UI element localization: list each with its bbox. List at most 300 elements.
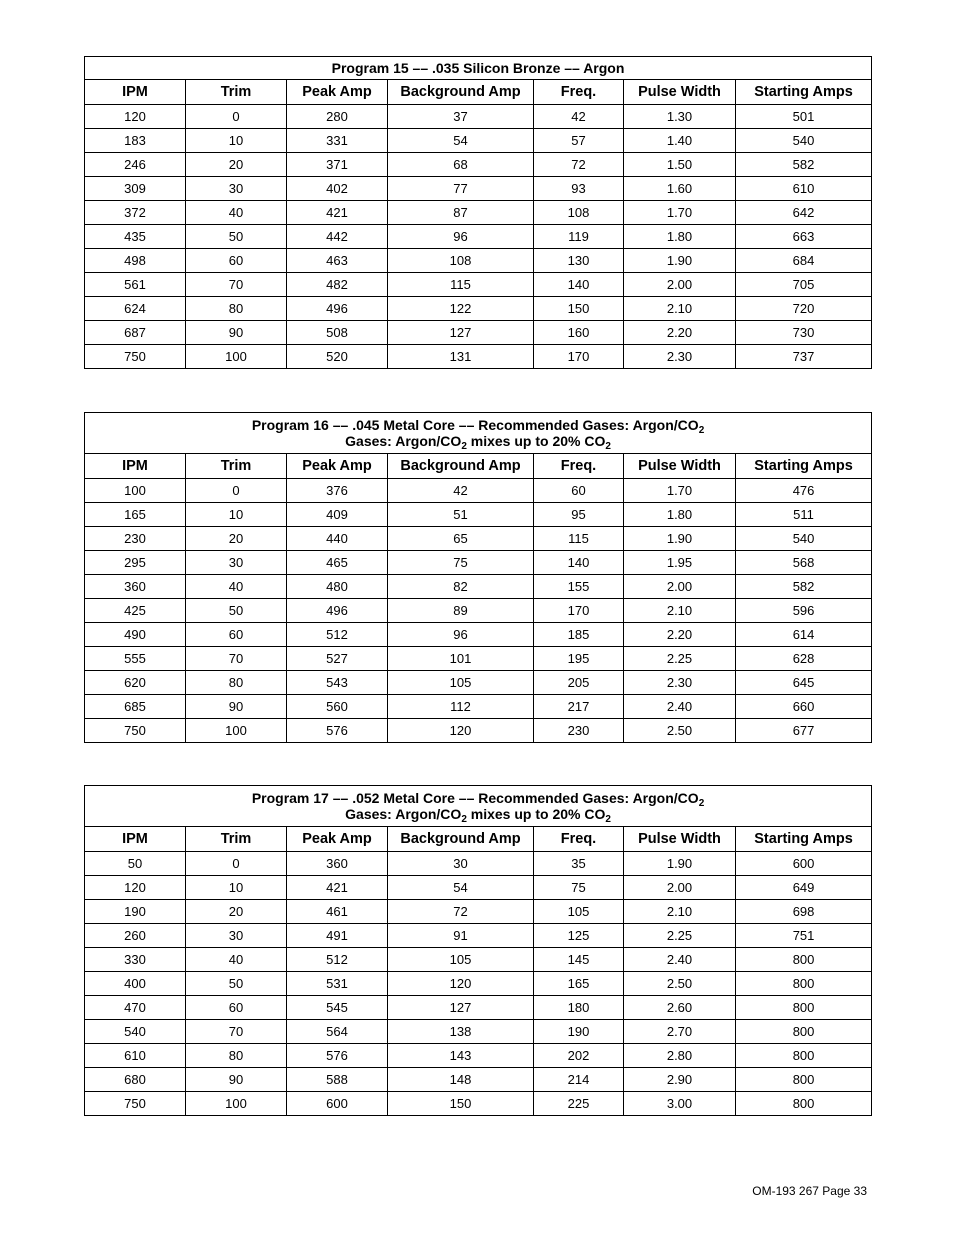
title-line-1: Program 15 –– .035 Silicon Bronze –– Argon [331,60,625,76]
table-row [85,996,872,1020]
cell-background-amp: 30 [388,852,534,876]
cell-starting-amps: 645 [736,671,872,695]
table-row [85,321,872,345]
cell-starting-amps: 614 [736,623,872,647]
cell-pulse-width: 2.10 [624,297,736,321]
cell-background-amp: 82 [388,575,534,599]
cell-peak-amp: 480 [287,575,388,599]
title-text: mixes up to 20% CO [466,433,606,449]
table-title [85,786,872,827]
cell-trim: 70 [186,647,287,671]
column-header-freq: Freq. [534,454,624,479]
table-row [85,225,872,249]
cell-freq: 214 [534,1068,624,1092]
column-header-row [85,80,872,105]
cell-starting-amps: 800 [736,972,872,996]
cell-ipm: 555 [85,647,186,671]
cell-trim: 90 [186,1068,287,1092]
cell-peak-amp: 520 [287,345,388,369]
cell-ipm: 190 [85,900,186,924]
cell-pulse-width: 3.00 [624,1092,736,1116]
cell-freq: 195 [534,647,624,671]
cell-peak-amp: 576 [287,1044,388,1068]
table-row [85,948,872,972]
subscript: 2 [698,425,705,436]
cell-ipm: 610 [85,1044,186,1068]
cell-freq: 108 [534,201,624,225]
column-header-peak-amp: Peak Amp [287,80,388,105]
cell-freq: 60 [534,479,624,503]
table-row [85,900,872,924]
cell-freq: 165 [534,972,624,996]
table-row [85,479,872,503]
cell-background-amp: 68 [388,153,534,177]
cell-peak-amp: 421 [287,876,388,900]
cell-starting-amps: 698 [736,900,872,924]
cell-peak-amp: 496 [287,599,388,623]
cell-ipm: 230 [85,527,186,551]
cell-trim: 20 [186,900,287,924]
table-row [85,852,872,876]
cell-trim: 90 [186,321,287,345]
column-header-peak-amp: Peak Amp [287,827,388,852]
cell-peak-amp: 440 [287,527,388,551]
cell-ipm: 309 [85,177,186,201]
cell-peak-amp: 491 [287,924,388,948]
cell-freq: 185 [534,623,624,647]
cell-trim: 100 [186,345,287,369]
cell-trim: 0 [186,105,287,129]
cell-trim: 10 [186,129,287,153]
cell-pulse-width: 1.90 [624,249,736,273]
cell-starting-amps: 800 [736,1020,872,1044]
cell-peak-amp: 461 [287,900,388,924]
table-row [85,345,872,369]
cell-starting-amps: 649 [736,876,872,900]
cell-starting-amps: 751 [736,924,872,948]
cell-background-amp: 96 [388,225,534,249]
cell-freq: 230 [534,719,624,743]
table-title [85,413,872,454]
title-line-1 [85,417,871,436]
column-header-freq: Freq. [534,80,624,105]
cell-background-amp: 112 [388,695,534,719]
cell-pulse-width: 2.40 [624,695,736,719]
cell-starting-amps: 600 [736,852,872,876]
cell-freq: 145 [534,948,624,972]
cell-peak-amp: 360 [287,852,388,876]
cell-pulse-width: 2.10 [624,599,736,623]
cell-peak-amp: 482 [287,273,388,297]
cell-ipm: 685 [85,695,186,719]
title-line-2 [85,806,871,825]
cell-pulse-width: 1.80 [624,503,736,527]
cell-ipm: 246 [85,153,186,177]
table-title [85,57,872,80]
cell-starting-amps: 628 [736,647,872,671]
table-row [85,876,872,900]
cell-starting-amps: 800 [736,996,872,1020]
cell-pulse-width: 2.20 [624,321,736,345]
cell-starting-amps: 540 [736,129,872,153]
cell-ipm: 498 [85,249,186,273]
cell-background-amp: 127 [388,996,534,1020]
cell-ipm: 620 [85,671,186,695]
cell-background-amp: 108 [388,249,534,273]
column-header-ipm: IPM [85,827,186,852]
cell-background-amp: 138 [388,1020,534,1044]
cell-peak-amp: 508 [287,321,388,345]
table-row [85,599,872,623]
cell-peak-amp: 560 [287,695,388,719]
cell-freq: 155 [534,575,624,599]
cell-pulse-width: 2.30 [624,345,736,369]
column-header-pulse-width: Pulse Width [624,80,736,105]
table-row [85,153,872,177]
table-body [85,479,872,743]
cell-freq: 170 [534,345,624,369]
cell-freq: 93 [534,177,624,201]
cell-freq: 140 [534,551,624,575]
program-17-table [84,785,872,1116]
cell-ipm: 540 [85,1020,186,1044]
column-header-peak-amp: Peak Amp [287,454,388,479]
cell-background-amp: 105 [388,671,534,695]
cell-freq: 105 [534,900,624,924]
cell-peak-amp: 527 [287,647,388,671]
cell-ipm: 750 [85,1092,186,1116]
cell-freq: 170 [534,599,624,623]
cell-background-amp: 96 [388,623,534,647]
cell-background-amp: 89 [388,599,534,623]
cell-background-amp: 65 [388,527,534,551]
table-row [85,551,872,575]
cell-ipm: 435 [85,225,186,249]
subscript: 2 [605,441,611,452]
cell-peak-amp: 331 [287,129,388,153]
cell-peak-amp: 600 [287,1092,388,1116]
subscript: 2 [461,814,467,825]
cell-freq: 130 [534,249,624,273]
cell-freq: 202 [534,1044,624,1068]
column-header-trim: Trim [186,80,287,105]
cell-peak-amp: 280 [287,105,388,129]
cell-peak-amp: 402 [287,177,388,201]
cell-starting-amps: 663 [736,225,872,249]
cell-trim: 50 [186,599,287,623]
cell-freq: 119 [534,225,624,249]
page-footer: OM-193 267 Page 33 [752,1184,867,1198]
cell-freq: 72 [534,153,624,177]
column-header-background-amp: Background Amp [388,80,534,105]
cell-peak-amp: 421 [287,201,388,225]
cell-pulse-width: 2.10 [624,900,736,924]
cell-trim: 80 [186,1044,287,1068]
cell-pulse-width: 2.30 [624,671,736,695]
table-row [85,623,872,647]
cell-starting-amps: 582 [736,575,872,599]
cell-freq: 217 [534,695,624,719]
cell-starting-amps: 642 [736,201,872,225]
cell-starting-amps: 730 [736,321,872,345]
table-row [85,1068,872,1092]
cell-ipm: 624 [85,297,186,321]
cell-starting-amps: 511 [736,503,872,527]
column-header-ipm: IPM [85,80,186,105]
cell-background-amp: 131 [388,345,534,369]
table-row [85,105,872,129]
table-row [85,972,872,996]
column-header-background-amp: Background Amp [388,454,534,479]
cell-starting-amps: 660 [736,695,872,719]
subscript: 2 [605,814,611,825]
program-15-table [84,56,872,369]
table-row [85,297,872,321]
cell-starting-amps: 476 [736,479,872,503]
cell-starting-amps: 610 [736,177,872,201]
cell-peak-amp: 512 [287,948,388,972]
cell-peak-amp: 512 [287,623,388,647]
title-text: mixes up to 20% CO [466,806,606,822]
cell-background-amp: 37 [388,105,534,129]
cell-trim: 10 [186,503,287,527]
cell-freq: 205 [534,671,624,695]
cell-freq: 95 [534,503,624,527]
cell-peak-amp: 409 [287,503,388,527]
cell-pulse-width: 2.20 [624,623,736,647]
title-text: Program 17 –– .052 Metal Core –– Recommended Gases: Argon/CO [251,790,699,806]
cell-pulse-width: 2.70 [624,1020,736,1044]
cell-freq: 42 [534,105,624,129]
cell-starting-amps: 737 [736,345,872,369]
cell-trim: 20 [186,153,287,177]
cell-trim: 80 [186,297,287,321]
cell-pulse-width: 1.70 [624,479,736,503]
cell-trim: 40 [186,948,287,972]
cell-trim: 70 [186,1020,287,1044]
cell-background-amp: 72 [388,900,534,924]
cell-ipm: 561 [85,273,186,297]
cell-freq: 57 [534,129,624,153]
cell-peak-amp: 588 [287,1068,388,1092]
cell-freq: 225 [534,1092,624,1116]
cell-pulse-width: 2.00 [624,575,736,599]
cell-trim: 60 [186,249,287,273]
table-row [85,273,872,297]
cell-ipm: 750 [85,719,186,743]
cell-trim: 60 [186,623,287,647]
cell-trim: 0 [186,479,287,503]
cell-starting-amps: 800 [736,1092,872,1116]
cell-background-amp: 42 [388,479,534,503]
cell-ipm: 750 [85,345,186,369]
cell-freq: 160 [534,321,624,345]
table-row [85,249,872,273]
column-header-freq: Freq. [534,827,624,852]
cell-freq: 75 [534,876,624,900]
cell-ipm: 687 [85,321,186,345]
cell-freq: 150 [534,297,624,321]
cell-ipm: 400 [85,972,186,996]
cell-trim: 30 [186,177,287,201]
column-header-pulse-width: Pulse Width [624,454,736,479]
cell-pulse-width: 2.25 [624,647,736,671]
table-row [85,695,872,719]
cell-ipm: 490 [85,623,186,647]
program-16-table [84,412,872,743]
cell-ipm: 470 [85,996,186,1020]
title-text: Program 16 –– .045 Metal Core –– Recommended Gases: Argon/CO [251,417,699,433]
cell-trim: 40 [186,201,287,225]
table-row [85,1044,872,1068]
column-header-starting-amps: Starting Amps [736,80,872,105]
cell-freq: 125 [534,924,624,948]
cell-pulse-width: 2.40 [624,948,736,972]
table-row [85,527,872,551]
cell-background-amp: 143 [388,1044,534,1068]
cell-pulse-width: 2.50 [624,972,736,996]
cell-pulse-width: 2.00 [624,876,736,900]
cell-background-amp: 54 [388,876,534,900]
cell-ipm: 680 [85,1068,186,1092]
cell-peak-amp: 376 [287,479,388,503]
title-line-1 [85,790,871,809]
cell-trim: 70 [186,273,287,297]
cell-pulse-width: 1.50 [624,153,736,177]
column-header-background-amp: Background Amp [388,827,534,852]
cell-background-amp: 115 [388,273,534,297]
cell-ipm: 330 [85,948,186,972]
cell-peak-amp: 576 [287,719,388,743]
cell-peak-amp: 442 [287,225,388,249]
title-text: Gases: Argon/CO [345,433,462,449]
cell-pulse-width: 1.90 [624,527,736,551]
cell-ipm: 120 [85,105,186,129]
cell-pulse-width: 1.40 [624,129,736,153]
cell-ipm: 425 [85,599,186,623]
cell-starting-amps: 800 [736,948,872,972]
cell-trim: 90 [186,695,287,719]
column-header-ipm: IPM [85,454,186,479]
cell-peak-amp: 496 [287,297,388,321]
cell-pulse-width: 1.95 [624,551,736,575]
cell-pulse-width: 1.90 [624,852,736,876]
cell-trim: 20 [186,527,287,551]
cell-background-amp: 101 [388,647,534,671]
cell-starting-amps: 540 [736,527,872,551]
table-row [85,719,872,743]
cell-background-amp: 120 [388,719,534,743]
cell-peak-amp: 371 [287,153,388,177]
cell-pulse-width: 1.60 [624,177,736,201]
column-header-row [85,827,872,852]
cell-freq: 180 [534,996,624,1020]
column-header-starting-amps: Starting Amps [736,454,872,479]
cell-ipm: 50 [85,852,186,876]
table-row [85,503,872,527]
cell-trim: 30 [186,551,287,575]
cell-pulse-width: 2.00 [624,273,736,297]
cell-starting-amps: 677 [736,719,872,743]
subscript: 2 [461,441,467,452]
cell-pulse-width: 1.70 [624,201,736,225]
cell-freq: 35 [534,852,624,876]
cell-background-amp: 120 [388,972,534,996]
column-header-row [85,454,872,479]
cell-peak-amp: 543 [287,671,388,695]
cell-ipm: 183 [85,129,186,153]
cell-starting-amps: 800 [736,1044,872,1068]
cell-ipm: 295 [85,551,186,575]
cell-starting-amps: 705 [736,273,872,297]
cell-freq: 115 [534,527,624,551]
cell-peak-amp: 531 [287,972,388,996]
cell-trim: 80 [186,671,287,695]
cell-pulse-width: 2.60 [624,996,736,1020]
cell-ipm: 372 [85,201,186,225]
title-line-2 [85,433,871,452]
cell-peak-amp: 465 [287,551,388,575]
cell-pulse-width: 2.80 [624,1044,736,1068]
cell-background-amp: 75 [388,551,534,575]
table-row [85,924,872,948]
table-row [85,1092,872,1116]
table-row [85,671,872,695]
column-header-starting-amps: Starting Amps [736,827,872,852]
cell-pulse-width: 1.80 [624,225,736,249]
cell-ipm: 260 [85,924,186,948]
cell-trim: 50 [186,972,287,996]
cell-peak-amp: 545 [287,996,388,1020]
cell-starting-amps: 684 [736,249,872,273]
cell-background-amp: 91 [388,924,534,948]
cell-starting-amps: 501 [736,105,872,129]
column-header-pulse-width: Pulse Width [624,827,736,852]
cell-starting-amps: 800 [736,1068,872,1092]
cell-starting-amps: 582 [736,153,872,177]
cell-pulse-width: 2.90 [624,1068,736,1092]
cell-background-amp: 127 [388,321,534,345]
cell-trim: 100 [186,719,287,743]
cell-ipm: 120 [85,876,186,900]
cell-ipm: 100 [85,479,186,503]
column-header-trim: Trim [186,827,287,852]
column-header-trim: Trim [186,454,287,479]
subscript: 2 [698,798,705,809]
table-body [85,105,872,369]
cell-starting-amps: 720 [736,297,872,321]
cell-freq: 190 [534,1020,624,1044]
table-body [85,852,872,1116]
cell-trim: 100 [186,1092,287,1116]
cell-pulse-width: 2.25 [624,924,736,948]
cell-background-amp: 54 [388,129,534,153]
cell-trim: 50 [186,225,287,249]
table-row [85,201,872,225]
cell-background-amp: 150 [388,1092,534,1116]
cell-trim: 10 [186,876,287,900]
cell-ipm: 360 [85,575,186,599]
cell-background-amp: 77 [388,177,534,201]
table-row [85,647,872,671]
cell-trim: 30 [186,924,287,948]
cell-starting-amps: 596 [736,599,872,623]
cell-trim: 60 [186,996,287,1020]
cell-peak-amp: 463 [287,249,388,273]
table-row [85,177,872,201]
cell-ipm: 165 [85,503,186,527]
cell-pulse-width: 1.30 [624,105,736,129]
